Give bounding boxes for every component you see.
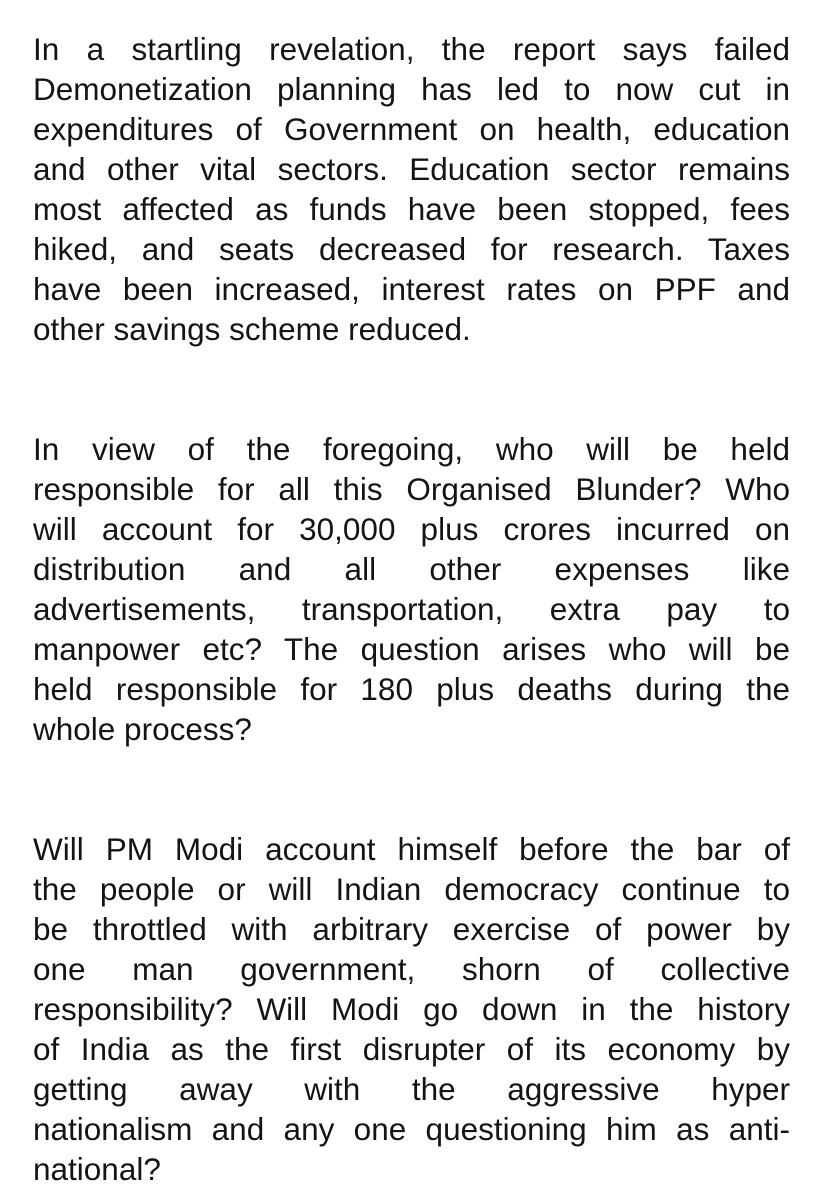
text-line: be throttled with arbitrary exercise of power by — [33, 911, 790, 947]
text-line: expenditures of Government on health, education — [33, 111, 790, 147]
paragraph-spacer — [33, 349, 790, 429]
paragraph-1 — [33, 29, 790, 349]
paragraph-spacer — [33, 749, 790, 829]
text-line: responsibility? Will Modi go down in the history — [33, 991, 790, 1027]
text-line: most affected as funds have been stopped, fees — [33, 191, 790, 227]
text-line: have been increased, interest rates on PPF and — [33, 271, 790, 307]
text-line: held responsible for 180 plus deaths during the — [33, 671, 790, 707]
text-line: Demonetization planning has led to now cut in — [33, 71, 790, 107]
paragraph-3 — [33, 829, 790, 1189]
paragraph-2 — [33, 429, 790, 749]
text-line-last: national? — [33, 1151, 161, 1187]
text-line-last: whole process? — [33, 711, 252, 747]
text-line: getting away with the aggressive hyper — [33, 1071, 790, 1107]
document-body — [33, 29, 790, 1189]
text-line: Will PM Modi account himself before the bar of — [33, 831, 790, 867]
text-line: responsible for all this Organised Blunder? Who — [33, 471, 790, 507]
text-line: and other vital sectors. Education sector remains — [33, 151, 790, 187]
text-line: In view of the foregoing, who will be held — [33, 431, 790, 467]
text-line: manpower etc? The question arises who will be — [33, 631, 790, 667]
text-line: the people or will Indian democracy continue to — [33, 871, 790, 907]
text-line: nationalism and any one questioning him as anti- — [33, 1111, 790, 1147]
text-line-last: other savings scheme reduced. — [33, 311, 471, 347]
text-line: advertisements, transportation, extra pay to — [33, 591, 790, 627]
text-line: hiked, and seats decreased for research. Taxes — [33, 231, 790, 267]
text-line: will account for 30,000 plus crores incurred on — [33, 511, 790, 547]
text-line: one man government, shorn of collective — [33, 951, 790, 987]
text-line: of India as the first disrupter of its economy by — [33, 1031, 790, 1067]
text-line: distribution and all other expenses like — [33, 551, 790, 587]
text-line: In a startling revelation, the report says failed — [33, 31, 790, 67]
